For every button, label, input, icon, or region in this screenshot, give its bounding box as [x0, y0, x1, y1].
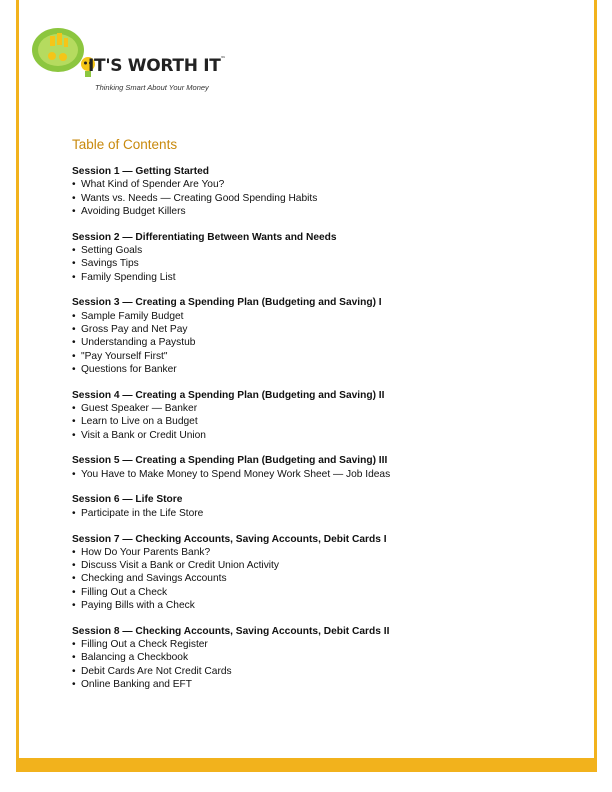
- list-item: • "Pay Yourself First": [72, 350, 572, 363]
- session-heading: Session 4 — Creating a Spending Plan (Budgeting and Saving) II: [72, 389, 385, 401]
- session-heading: Session 2 — Differentiating Between Wants and Needs: [72, 231, 337, 243]
- session-7: [72, 533, 572, 613]
- left-border: [16, 0, 19, 772]
- list-item: • Guest Speaker — Banker: [72, 402, 572, 415]
- session-heading: Session 8 — Checking Accounts, Saving Accounts, Debit Cards II: [72, 625, 390, 637]
- session-items: [72, 638, 572, 691]
- brand-logo: [30, 22, 230, 102]
- list-item: • Participate in the Life Store: [72, 507, 572, 520]
- list-item: • Setting Goals: [72, 244, 572, 257]
- list-item: • Paying Bills with a Check: [72, 599, 572, 612]
- list-item: • Sample Family Budget: [72, 310, 572, 323]
- session-heading: Session 5 — Creating a Spending Plan (Budgeting and Saving) III: [72, 455, 388, 467]
- list-item: • Checking and Savings Accounts: [72, 572, 572, 585]
- page-title: Table of Contents: [72, 137, 178, 152]
- list-item: • Avoiding Budget Killers: [72, 205, 572, 218]
- session-8: [72, 625, 572, 691]
- session-4: [72, 389, 572, 442]
- session-items: [72, 402, 572, 442]
- list-item: • What Kind of Spender Are You?: [72, 178, 572, 191]
- session-heading: Session 3 — Creating a Spending Plan (Budgeting and Saving) I: [72, 297, 382, 309]
- list-item: • Visit a Bank or Credit Union: [72, 429, 572, 442]
- list-item: • Online Banking and EFT: [72, 678, 572, 691]
- list-item: • Wants vs. Needs — Creating Good Spending Habits: [72, 192, 572, 205]
- session-3: [72, 296, 572, 376]
- table-of-contents: [72, 165, 572, 704]
- list-item: • Questions for Banker: [72, 363, 572, 376]
- right-border: [594, 0, 597, 772]
- session-2: [72, 231, 572, 284]
- list-item: • Filling Out a Check Register: [72, 638, 572, 651]
- session-items: [72, 310, 572, 376]
- session-items: [72, 244, 572, 284]
- session-1: [72, 165, 572, 218]
- list-item: • Learn to Live on a Budget: [72, 415, 572, 428]
- list-item: • Family Spending List: [72, 271, 572, 284]
- session-items: [72, 546, 572, 612]
- list-item: • Gross Pay and Net Pay: [72, 323, 572, 336]
- list-item: • Discuss Visit a Bank or Credit Union Activity: [72, 559, 572, 572]
- list-item: • Savings Tips: [72, 257, 572, 270]
- session-6: [72, 493, 572, 520]
- list-item: • How Do Your Parents Bank?: [72, 546, 572, 559]
- session-items: [72, 468, 572, 481]
- session-5: [72, 454, 572, 481]
- session-heading: Session 7 — Checking Accounts, Saving Accounts, Debit Cards I: [72, 533, 387, 545]
- brand-tagline: Thinking Smart About Your Money: [95, 83, 209, 92]
- list-item: • Understanding a Paystub: [72, 336, 572, 349]
- session-heading: Session 6 — Life Store: [72, 494, 183, 506]
- list-item: • You Have to Make Money to Spend Money Work Sheet — Job Ideas: [72, 468, 572, 481]
- footer-bar: [16, 758, 597, 772]
- session-heading: Session 1 — Getting Started: [72, 166, 209, 177]
- list-item: • Debit Cards Are Not Credit Cards: [72, 665, 572, 678]
- brand-name: IT'S WORTH IT™: [88, 56, 226, 76]
- list-item: • Balancing a Checkbook: [72, 651, 572, 664]
- list-item: • Filling Out a Check: [72, 586, 572, 599]
- session-items: [72, 507, 572, 520]
- session-items: [72, 178, 572, 218]
